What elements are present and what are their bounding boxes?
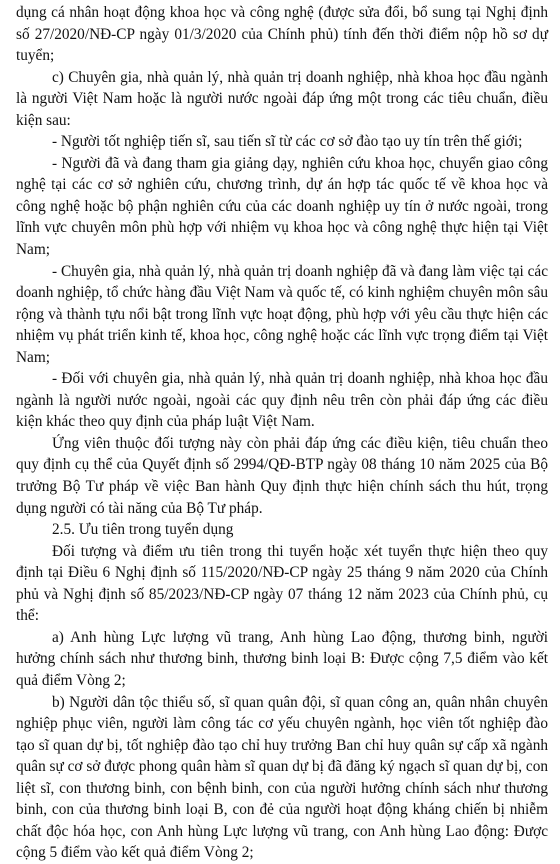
paragraph-item-c: c) Chuyên gia, nhà quản lý, nhà quản trị doanh nghiệp, nhà khoa học đầu ngành là người Việt Nam hoặc là người nước ngoài đáp ứng một trong các tiêu chuẩn, điều kiện sau: bbox=[16, 68, 548, 129]
paragraph-priority-a: a) Anh hùng Lực lượng vũ trang, Anh hùng Lao động, thương binh, người hưởng chính sách như thương binh, thương binh loại B: Được cộng 7,5 điểm vào kết quả điểm Vòng 2; bbox=[16, 628, 548, 689]
section-heading-2-5: 2.5. Ưu tiên trong tuyển dụng bbox=[52, 521, 234, 539]
paragraph-priority-b: b) Người dân tộc thiểu số, sĩ quan quân đội, sĩ quan công an, quân nhân chuyên nghiệp phục viên, người làm công tác cơ yếu chuyên ngành, học viên tốt nghiệp đào tạo sĩ quan dự bị, tốt nghiệp đào tạo chỉ huy trưởng Ban chỉ huy quân sự cấp xã ngành quân sự cơ sở được phong quân hàm sĩ quan dự bị đã đăng ký ngạch sĩ quan dự bị, con liệt sĩ, con thương binh, con bệnh binh, con của người hưởng chính sách như thương binh, con của thương binh loại B, con đẻ của người hoạt động kháng chiến bị nhiễm chất độc hóa học, con Anh hùng Lực lượng vũ trang, con Anh hùng Lao động: Được cộng 5 điểm vào kết quả điểm Vòng 2; bbox=[16, 693, 548, 862]
paragraph-candidate-conditions: Ứng viên thuộc đối tượng này còn phải đáp ứng các điều kiện, tiêu chuẩn theo quy định cụ thể của Quyết định số 2994/QĐ-BTP ngày 08 tháng 10 năm 2025 của Bộ trưởng Bộ Tư pháp về việc Ban hành Quy định thực hiện chính sách thu hút, trọng dụng người có tài năng của Bộ Tư pháp. bbox=[16, 434, 548, 517]
paragraph-priority-intro: Đối tượng và điểm ưu tiên trong thi tuyển hoặc xét tuyển thực hiện theo quy định tại Điều 6 Nghị định số 115/2020/NĐ-CP ngày 25 tháng 9 năm 2020 của Chính phủ và Nghị định số 85/2023/NĐ-CP ngày 07 tháng 12 năm 2023 của Chính phủ, cụ thể: bbox=[16, 542, 548, 625]
paragraph-criterion-research: - Người đã và đang tham gia giảng dạy, nghiên cứu khoa học, chuyển giao công nghệ tại các cơ sở nghiên cứu, chương trình, dự án hợp tác quốc tế về khoa học và công nghệ hoặc bộ phận nghiên cứu của các doanh nghiệp uy tín ở nước ngoài, trong lĩnh vực chuyên môn phù hợp với nhiệm vụ khoa học và công nghệ thực hiện tại Việt Nam; bbox=[16, 154, 548, 259]
paragraph-criterion-foreigners: - Đối với chuyên gia, nhà quản lý, nhà quản trị doanh nghiệp, nhà khoa học đầu ngành là người nước ngoài, ngoài các quy định nêu trên còn phải đáp ứng các điều kiện khác theo quy định của pháp luật Việt Nam. bbox=[16, 370, 548, 431]
paragraph-criterion-experts: - Chuyên gia, nhà quản lý, nhà quản trị doanh nghiệp đã và đang làm việc tại các doanh nghiệp, tổ chức hàng đầu Việt Nam và quốc tế, có kinh nghiệm chuyên môn sâu rộng và thành tựu nổi bật trong lĩnh vực hoạt động, phù hợp với yêu cầu thực hiện các nhiệm vụ phát triển kinh tế, khoa học, công nghệ hoặc các lĩnh vực trọng điểm tại Việt Nam; bbox=[16, 262, 548, 366]
paragraph-criterion-doctorate: - Người tốt nghiệp tiến sĩ, sau tiến sĩ từ các cơ sở đào tạo uy tín trên thế giới; bbox=[52, 133, 523, 151]
paragraph-continuation: dụng cá nhân hoạt động khoa học và công nghệ (được sửa đổi, bổ sung tại Nghị định số 27/2020/NĐ-CP ngày 01/3/2020 của Chính phủ) tính đến thời điểm nộp hồ sơ dự tuyển; bbox=[16, 4, 548, 65]
